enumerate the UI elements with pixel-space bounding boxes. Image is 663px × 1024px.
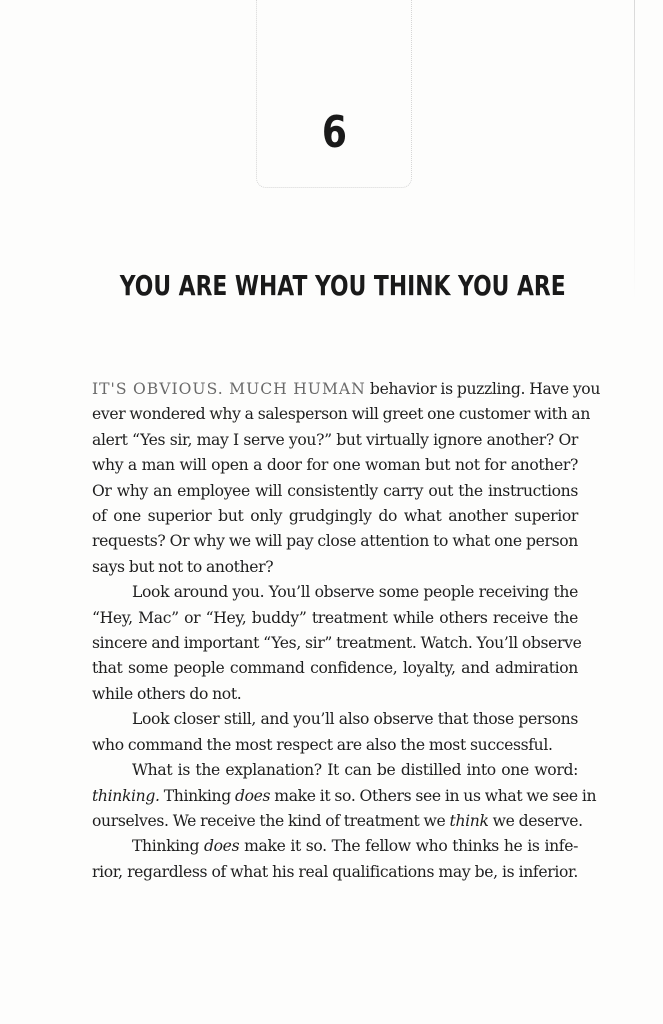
paragraph-1 bbox=[92, 377, 601, 580]
text-segment: we deserve. bbox=[488, 811, 583, 830]
text-line bbox=[92, 784, 597, 809]
text-line bbox=[92, 834, 578, 859]
text-segment: behavior is puzzling. Have you bbox=[365, 380, 601, 398]
text-line: Or why an employee will consistently carry out the instructions bbox=[92, 481, 578, 500]
text-line: Look closer still, and you’ll also observe that those persons bbox=[132, 710, 578, 729]
text-line: rior, regardless of what his real qualifications may be, is inferior. bbox=[92, 862, 578, 881]
text-segment: Thinking bbox=[132, 837, 205, 856]
scan-edge-line bbox=[634, 0, 635, 300]
text-line: that some people command confidence, loyalty, and admiration bbox=[92, 659, 578, 678]
lead-in-smallcaps: IT'S OBVIOUS. MUCH HUMAN bbox=[92, 380, 366, 398]
text-line bbox=[92, 377, 601, 402]
text-line: while others do not. bbox=[92, 684, 242, 703]
text-line bbox=[92, 809, 583, 834]
paragraph-2 bbox=[92, 580, 582, 707]
text-segment: Thinking bbox=[159, 786, 235, 805]
text-line: who command the most respect are also the most successful. bbox=[92, 735, 553, 754]
chapter-number-frame bbox=[256, 0, 412, 188]
text-line: of one superior but only grudgingly do what another superior bbox=[92, 507, 578, 526]
italic-word: does bbox=[234, 786, 271, 805]
chapter-body bbox=[92, 377, 601, 885]
italic-word: thinking. bbox=[92, 786, 160, 805]
text-line: says but not to another? bbox=[92, 557, 274, 576]
text-line: why a man will open a door for one woman but not for another? bbox=[92, 456, 578, 475]
text-line: ever wondered why a salesperson will greet one customer with an bbox=[92, 405, 591, 424]
paragraph-5 bbox=[92, 834, 578, 885]
text-line: Look around you. You’ll observe some people receiving the bbox=[132, 583, 578, 602]
text-line: What is the explanation? It can be distilled into one word: bbox=[132, 761, 578, 780]
text-segment: ourselves. We receive the kind of treatment we bbox=[92, 811, 450, 830]
text-line: alert “Yes sir, may I serve you?” but virtually ignore another? Or bbox=[92, 430, 578, 449]
paragraph-3 bbox=[92, 707, 578, 758]
paragraph-4 bbox=[92, 758, 597, 834]
text-line: requests? Or why we will pay close attention to what one person bbox=[92, 532, 578, 551]
text-line: sincere and important “Yes, sir” treatment. Watch. You’ll observe bbox=[92, 634, 582, 653]
chapter-number: 6 bbox=[321, 107, 347, 158]
text-line: “Hey, Mac” or “Hey, buddy” treatment while others receive the bbox=[92, 608, 578, 627]
text-segment: make it so. The fellow who thinks he is infe- bbox=[239, 837, 578, 856]
italic-word: think bbox=[449, 811, 489, 830]
text-segment: make it so. Others see in us what we see in bbox=[270, 786, 597, 805]
chapter-title: YOU ARE WHAT YOU THINK YOU ARE bbox=[119, 269, 566, 302]
italic-word: does bbox=[204, 837, 240, 856]
